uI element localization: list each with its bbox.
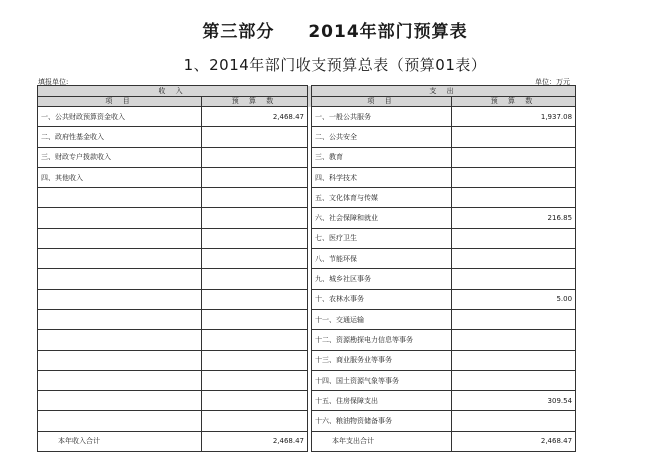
income-item-cell: 二、政府性基金收入 (38, 127, 202, 147)
income-item-cell (38, 411, 202, 431)
section-header-row (38, 86, 576, 97)
table-row (38, 147, 576, 167)
expense-item-cell: 十二、资源勘探电力信息等事务 (312, 330, 452, 350)
expense-header: 支 出 (312, 86, 576, 97)
income-value-cell (202, 289, 308, 309)
expense-item-cell: 八、节能环保 (312, 249, 452, 269)
expense-item-cell: 二、公共安全 (312, 127, 452, 147)
table-row (38, 370, 576, 390)
income-value-cell (202, 411, 308, 431)
expense-value-cell (452, 127, 576, 147)
expense-item-cell: 十一、交通运输 (312, 309, 452, 329)
expense-total-value: 2,468.47 (452, 431, 576, 451)
income-value-cell (202, 350, 308, 370)
table-row (38, 167, 576, 187)
income-item-header: 项 目 (38, 96, 202, 107)
income-value-cell (202, 309, 308, 329)
expense-value-cell: 1,937.08 (452, 107, 576, 127)
table-row (38, 350, 576, 370)
expense-value-cell (452, 249, 576, 269)
income-value-cell (202, 370, 308, 390)
expense-value-cell (452, 147, 576, 167)
expense-item-cell: 四、科学技术 (312, 167, 452, 187)
expense-item-cell: 六、社会保障和就业 (312, 208, 452, 228)
table-row (38, 289, 576, 309)
income-item-cell: 四、其他收入 (38, 167, 202, 187)
expense-item-cell: 九、城乡社区事务 (312, 269, 452, 289)
table-row (38, 188, 576, 208)
income-value-cell (202, 228, 308, 248)
income-value-cell: 2,468.47 (202, 107, 308, 127)
table-row (38, 249, 576, 269)
expense-item-header: 项 目 (312, 96, 452, 107)
income-total-value: 2,468.47 (202, 431, 308, 451)
income-header: 收 入 (38, 86, 308, 97)
expense-total-label: 本年支出合计 (312, 431, 452, 451)
expense-value-cell (452, 350, 576, 370)
income-value-cell (202, 147, 308, 167)
expense-value-cell: 309.54 (452, 391, 576, 411)
unit-label: 单位：万元 (535, 78, 570, 86)
income-budget-header: 预 算 数 (202, 96, 308, 107)
income-value-cell (202, 330, 308, 350)
table-row (38, 228, 576, 248)
table-row (38, 107, 576, 127)
income-item-cell (38, 269, 202, 289)
total-row (38, 431, 576, 451)
income-total-label: 本年收入合计 (38, 431, 202, 451)
income-value-cell (202, 167, 308, 187)
income-value-cell (202, 208, 308, 228)
table-row (38, 127, 576, 147)
income-value-cell (202, 127, 308, 147)
income-item-cell (38, 188, 202, 208)
income-item-cell (38, 330, 202, 350)
income-value-cell (202, 188, 308, 208)
expense-value-cell (452, 228, 576, 248)
table-row (38, 411, 576, 431)
table-row (38, 391, 576, 411)
page-title (0, 17, 670, 42)
income-item-cell (38, 208, 202, 228)
expense-item-cell: 十六、粮油物资储备事务 (312, 411, 452, 431)
expense-value-cell (452, 188, 576, 208)
expense-budget-header: 预 算 数 (452, 96, 576, 107)
expense-item-cell: 五、文化体育与传媒 (312, 188, 452, 208)
income-item-cell (38, 309, 202, 329)
table-row (38, 309, 576, 329)
expense-item-cell: 三、教育 (312, 147, 452, 167)
expense-value-cell (452, 167, 576, 187)
income-value-cell (202, 391, 308, 411)
expense-value-cell (452, 330, 576, 350)
expense-item-cell: 一、一般公共服务 (312, 107, 452, 127)
table-title: 2014年部门预算表 (308, 22, 468, 42)
expense-item-cell: 十三、商业服务业等事务 (312, 350, 452, 370)
expense-value-cell: 5.00 (452, 289, 576, 309)
table-row (38, 269, 576, 289)
income-item-cell: 一、公共财政预算资金收入 (38, 107, 202, 127)
table-row (38, 330, 576, 350)
table-row (38, 208, 576, 228)
column-header-row (38, 96, 576, 107)
expense-value-cell (452, 411, 576, 431)
income-value-cell (202, 249, 308, 269)
expense-item-cell: 十、农林水事务 (312, 289, 452, 309)
expense-item-cell: 十五、住房保障支出 (312, 391, 452, 411)
expense-value-cell: 216.85 (452, 208, 576, 228)
expense-item-cell: 十四、国土资源气象等事务 (312, 370, 452, 390)
income-item-cell (38, 289, 202, 309)
income-item-cell: 三、财政专户拨款收入 (38, 147, 202, 167)
filler-label: 填报单位: (38, 78, 69, 86)
income-item-cell (38, 391, 202, 411)
income-item-cell (38, 249, 202, 269)
expense-value-cell (452, 370, 576, 390)
expense-value-cell (452, 269, 576, 289)
income-item-cell (38, 228, 202, 248)
expense-item-cell: 七、医疗卫生 (312, 228, 452, 248)
expense-value-cell (452, 309, 576, 329)
table-subtitle: 1、2014年部门收支预算总表（预算01表） (183, 56, 487, 74)
income-item-cell (38, 350, 202, 370)
income-value-cell (202, 269, 308, 289)
part-label: 第三部分 (202, 22, 275, 42)
income-item-cell (38, 370, 202, 390)
budget-table (37, 85, 576, 452)
